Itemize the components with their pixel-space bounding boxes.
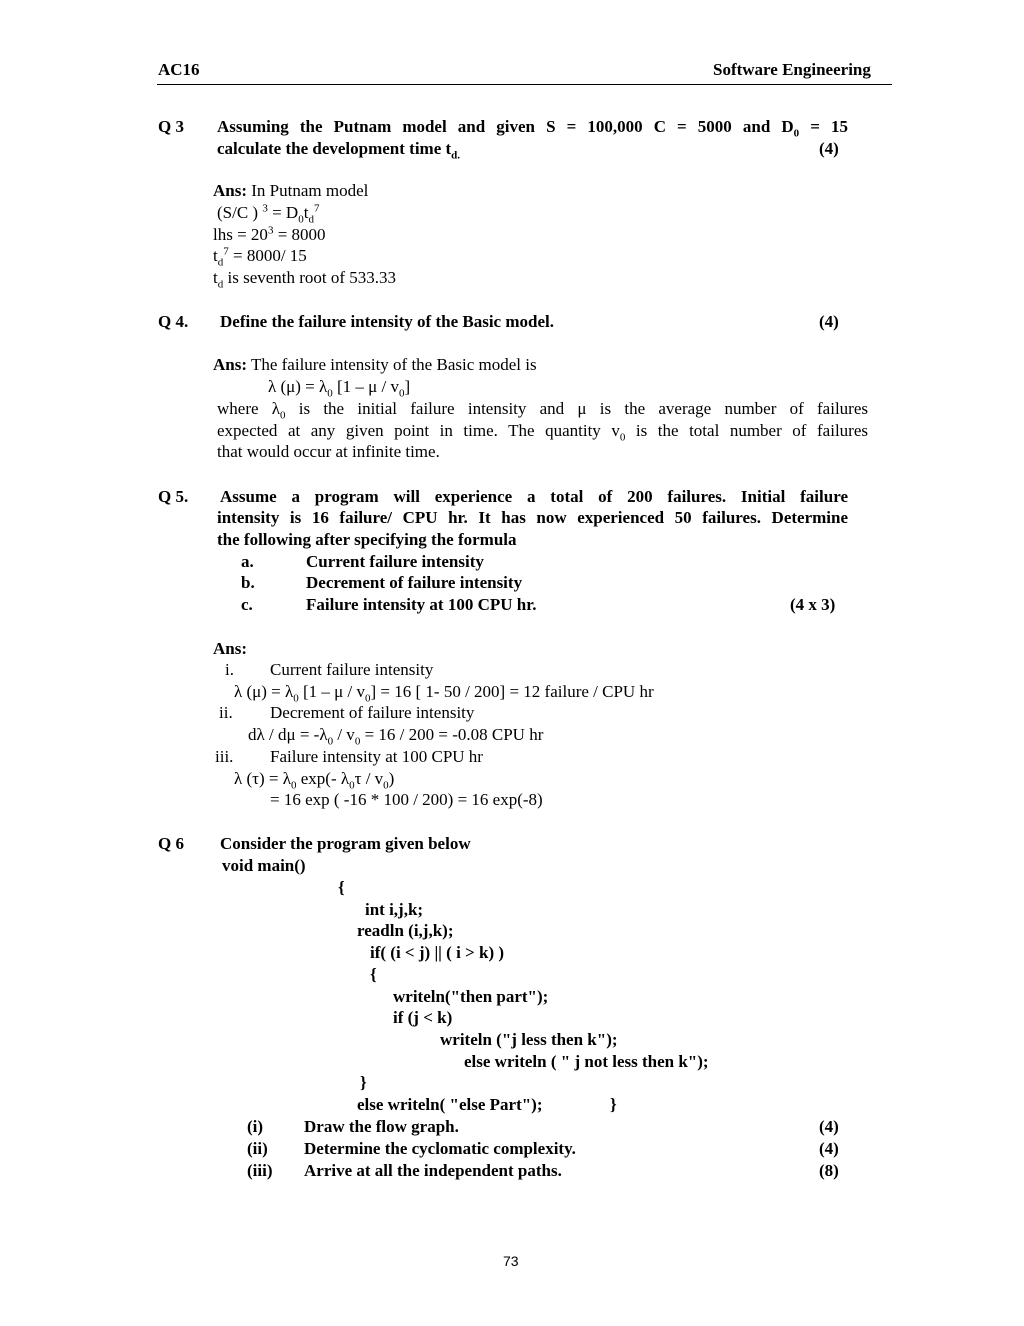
code-line: }	[610, 1095, 617, 1114]
q6-sub-ii-text: Determine the cyclomatic complexity.	[304, 1139, 576, 1158]
q3-marks: (4)	[819, 139, 839, 158]
q3-line1: Assuming the Putnam model and given S = 100,000 C = 5000 and $D_0 = 15$	[217, 117, 848, 140]
q3-eq-root: $t_d$ is seventh root of 533.33	[213, 268, 397, 291]
header-rule	[157, 84, 892, 85]
q5-ans-iii-formula: λ $(\tau) = \lambda_0$ exp(- $\lambda_0\tau / v_0$)	[234, 769, 395, 792]
q4-formula: λ $(\mu) = \lambda_0$ [1 – μ / $v_0$]	[268, 377, 411, 400]
q6-sub-i-text: Draw the flow graph.	[304, 1117, 459, 1136]
q5-ans-iii-text: Failure intensity at 100 CPU hr	[270, 747, 483, 766]
q6-sub-iii-label: (iii)	[247, 1161, 273, 1180]
code-line: void main()	[222, 856, 306, 875]
code-line: if( (i < j) || ( i > k) )	[370, 943, 505, 962]
q5-ans-ii-label: ii.	[219, 703, 233, 722]
q5-number: Q 5.	[158, 487, 189, 506]
q5-marks: (4 x 3)	[790, 595, 836, 614]
q4-para-line3: that would occur at infinite time.	[217, 442, 440, 461]
q3-eq-sc: (S/C ) $^3 = D_0t_d^7$	[217, 202, 320, 226]
q5-ans-i-formula: λ $(\mu) = \lambda_0$ $[1 - \mu / v_0] = 16$ [ 1- 50 / 200] = 12 failure / CPU hr	[234, 682, 654, 705]
q5-ans-ii-formula: $d\lambda / d\mu = -\lambda_0 / v_0 = 16 / 200 = -0.08$ CPU hr	[248, 725, 544, 748]
q5-ans-i-label: i.	[225, 660, 234, 679]
q6-sub-iii-text: Arrive at all the independent paths.	[304, 1161, 562, 1180]
code-line: else writeln( "else Part");	[357, 1095, 543, 1114]
q5-item-a-text: Current failure intensity	[306, 552, 484, 571]
q5-item-c-text: Failure intensity at 100 CPU hr.	[306, 595, 537, 614]
q5-item-c-label: c.	[241, 595, 253, 614]
code-line: writeln("then part");	[393, 987, 549, 1006]
q4-answer-intro: Ans: The failure intensity of the Basic model is	[213, 355, 537, 374]
code-line: }	[360, 1073, 367, 1092]
code-line: {	[338, 878, 345, 897]
q3-eq-lhs: lhs = $20^3 = 8000$	[213, 224, 326, 244]
q5-ans-i-text: Current failure intensity	[270, 660, 434, 679]
code-line: if (j < k)	[393, 1008, 453, 1027]
q6-number: Q 6	[158, 834, 184, 853]
q5-answer-label: Ans:	[213, 639, 248, 658]
q6-sub-ii-label: (ii)	[247, 1139, 268, 1158]
q6-sub-iii-marks: (8)	[819, 1161, 839, 1180]
q5-ans-ii-text: Decrement of failure intensity	[270, 703, 475, 722]
q4-question: Define the failure intensity of the Basic model.	[220, 312, 554, 331]
q5-item-a-label: a.	[241, 552, 254, 571]
q3-answer-intro: Ans: In Putnam model	[213, 181, 369, 200]
header-left: AC16	[158, 60, 200, 79]
q5-ans-iii-label: iii.	[215, 747, 234, 766]
q5-line2: intensity is 16 failure/ CPU hr. It has now experienced 50 failures. Determine	[217, 508, 848, 527]
q5-item-b-label: b.	[241, 573, 255, 592]
q5-line1: Assume a program will experience a total of 200 failures. Initial failure	[220, 487, 848, 506]
q4-para-line1: where $\lambda_0$ is the initial failure intensity and μ is the average number of failures	[217, 399, 868, 422]
code-line: {	[370, 965, 377, 984]
q5-line3: the following after specifying the formula	[217, 530, 517, 549]
code-line: else writeln ( " j not less then k");	[464, 1052, 709, 1071]
page-number: 73	[503, 1253, 519, 1269]
q6-line1: Consider the program given below	[220, 834, 471, 853]
q5-item-b-text: Decrement of failure intensity	[306, 573, 523, 592]
q4-para-line2: expected at any given point in time. The quantity $v_0$ is the total number of failures	[217, 421, 868, 444]
q3-number: Q 3	[158, 117, 184, 136]
q5-ans-iii-formula-cont: = 16 exp ( -16 * 100 / 200) = 16 exp(-8)	[270, 790, 543, 809]
code-line: readln (i,j,k);	[357, 921, 454, 940]
q3-eq-td: $t_d^7 = 8000/$ 15	[213, 245, 307, 269]
q4-marks: (4)	[819, 312, 839, 331]
q6-sub-i-label: (i)	[247, 1117, 264, 1136]
q4-number: Q 4.	[158, 312, 189, 331]
q6-sub-i-marks: (4)	[819, 1117, 839, 1136]
code-line: writeln ("j less then k");	[440, 1030, 618, 1049]
q3-line2: calculate the development time $t_{d.}$	[217, 139, 461, 162]
code-line: int i,j,k;	[365, 900, 424, 919]
q6-sub-ii-marks: (4)	[819, 1139, 839, 1158]
header-right: Software Engineering	[713, 60, 871, 79]
